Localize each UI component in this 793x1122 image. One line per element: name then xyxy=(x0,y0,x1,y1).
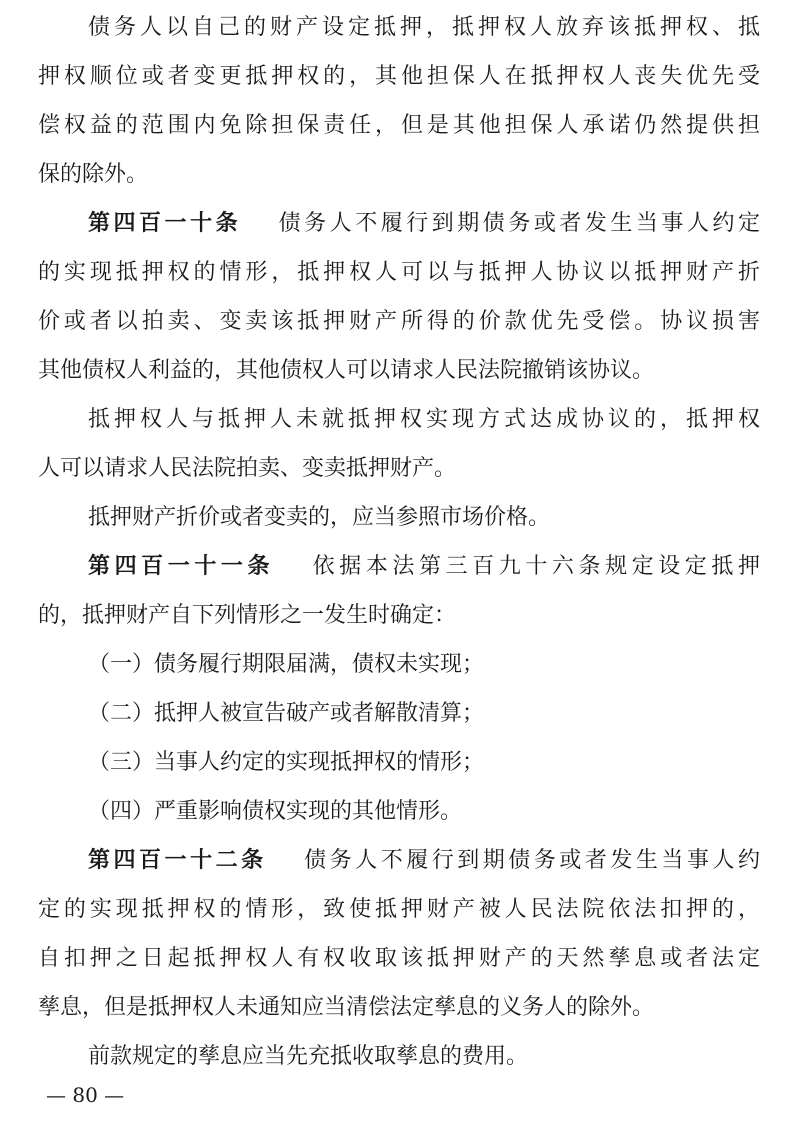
paragraph-line: 抵押权人与抵押人未就抵押权实现方式达成协议的，抵押权 xyxy=(88,407,760,432)
paragraph-line: 孳息，但是抵押权人未通知应当清偿法定孳息的义务人的除外。 xyxy=(38,995,655,1020)
article-heading: 第四百一十条 xyxy=(88,211,242,236)
paragraph-line: 抵押财产折价或者变卖的，应当参照市场价格。 xyxy=(88,505,551,530)
article-410-first-line xyxy=(38,204,760,244)
list-item: （一）债务履行期限届满，债权未实现； xyxy=(88,652,485,677)
article-411-first-line xyxy=(38,547,760,587)
list-item: （二）抵押人被宣告破产或者解散清算； xyxy=(88,701,485,726)
article-text: 债务人不履行到期债务或者发生当事人约定 xyxy=(275,211,760,236)
paragraph-line: 前款规定的孳息应当先充抵收取孳息的费用。 xyxy=(88,1044,529,1069)
paragraph-line: 保的除外。 xyxy=(38,162,149,187)
list-item: （四）严重影响债权实现的其他情形。 xyxy=(88,799,463,824)
paragraph-line: 的，抵押财产自下列情形之一发生时确定： xyxy=(38,603,457,628)
article-heading: 第四百一十二条 xyxy=(88,848,267,873)
paragraph-line: 押权顺位或者变更抵押权的，其他担保人在抵押权人丧失优先受 xyxy=(38,64,760,89)
page-number: — 80 — xyxy=(46,1083,125,1107)
paragraph-line: 偿权益的范围内免除担保责任，但是其他担保人承诺仍然提供担 xyxy=(38,113,760,138)
paragraph-line: 价或者以拍卖、变卖该抵押财产所得的价款优先受偿。协议损害 xyxy=(38,309,760,334)
paragraph-line: 的实现抵押权的情形，抵押权人可以与抵押人协议以抵押财产折 xyxy=(38,260,760,285)
paragraph-line: 人可以请求人民法院拍卖、变卖抵押财产。 xyxy=(38,456,457,481)
article-heading: 第四百一十一条 xyxy=(88,554,275,579)
paragraph-line: 自扣押之日起抵押权人有权收取该抵押财产的天然孳息或者法定 xyxy=(38,946,760,971)
article-text: 债务人不履行到期债务或者发生当事人约 xyxy=(300,848,760,873)
list-item: （三）当事人约定的实现抵押权的情形； xyxy=(88,750,485,775)
article-text: 依据本法第三百九十六条规定设定抵押 xyxy=(308,554,760,579)
article-412-first-line xyxy=(38,841,760,881)
paragraph-line: 债务人以自己的财产设定抵押，抵押权人放弃该抵押权、抵 xyxy=(88,15,760,40)
paragraph-line: 其他债权人利益的，其他债权人可以请求人民法院撤销该协议。 xyxy=(38,358,655,383)
paragraph-line: 定的实现抵押权的情形，致使抵押财产被人民法院依法扣押的， xyxy=(38,897,760,922)
